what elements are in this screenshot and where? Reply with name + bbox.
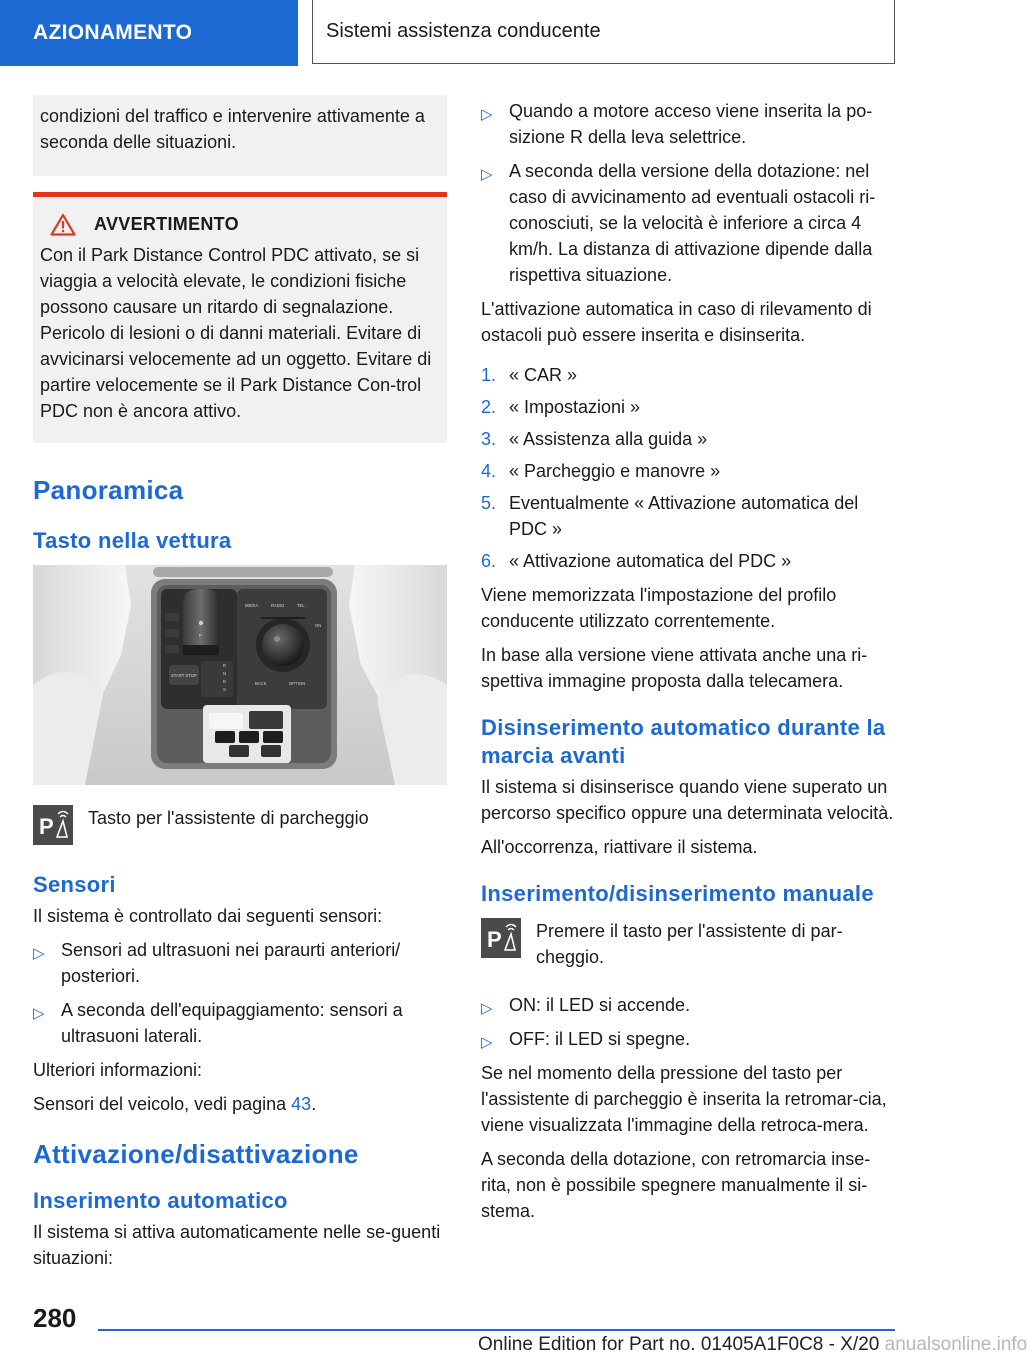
header-section-tab [0, 0, 298, 66]
on-off-list [481, 992, 895, 1052]
retro-text: Se nel momento della pressione del tasto per l'assistente di parcheggio è inserita la retromar-cia, viene visualizzata l'immagine della retroca-mera. [481, 1063, 887, 1135]
warning-box [33, 192, 447, 443]
auto-activation-list [481, 98, 895, 288]
memo-text: Viene memorizzata l'impostazione del profilo conducente utilizzato correntemente. [481, 585, 837, 631]
list-item: ▷ A seconda dell'equipaggiamento: sensori a ultrasuoni laterali. [33, 1000, 403, 1046]
list-marker-icon: ▷ [481, 106, 493, 123]
list-marker-icon: ▷ [481, 1034, 493, 1051]
photo-label-tel: TEL [297, 603, 305, 608]
photo-label-r: R [223, 663, 227, 668]
park-distance-control-icon [481, 918, 521, 958]
step-item: 3. « Assistenza alla guida » [481, 429, 708, 449]
footer-edition: Online Edition for Part no. 01405A1F0C8 - X/20 anualsonline.info [478, 1334, 1027, 1355]
warning-triangle-icon [50, 213, 76, 236]
disinserimento-text: Il sistema si disinserisce quando viene superato un percorso specifico oppure una determinata velocità. [481, 777, 894, 823]
page-number: 280 [33, 1303, 77, 1333]
continued-note-box [33, 95, 447, 176]
photo-label-option: OPTION [289, 681, 306, 686]
heading-panoramica: Panoramica [33, 475, 184, 505]
footer-divider [98, 1329, 895, 1331]
photo-label-media: MEDIA [245, 603, 259, 608]
page-reference-link[interactable]: 43 [291, 1094, 312, 1114]
step-item: 2. « Impostazioni » [481, 397, 641, 417]
list-marker-icon: ▷ [33, 1005, 45, 1022]
heading-inserimento-automatico: Inserimento automatico [33, 1188, 288, 1213]
photo-label-d: D [223, 679, 227, 684]
list-item: ▷ ON: il LED si accende. [481, 992, 895, 1018]
photo-label-n: N [223, 671, 227, 676]
manual-button-caption-text: Premere il tasto per l'assistente di par-cheggio. [536, 921, 843, 967]
section-title: AZIONAMENTO [33, 21, 193, 44]
auto-activation-note: L'attivazione automatica in caso di rilevamento di ostacoli può essere inserita e disinserita. [481, 299, 872, 345]
heading-attivazione: Attivazione/disattivazione [33, 1139, 359, 1169]
pdc-button-caption [33, 805, 447, 845]
photo-label-start-stop: START STOP [171, 673, 197, 678]
heading-disinserimento: Disinserimento automatico durante la marcia avanti [481, 715, 886, 768]
sensori-reference: Sensori del veicolo, vedi pagina 43. [33, 1094, 317, 1114]
warning-heading [40, 212, 440, 236]
list-item: ▷ A seconda della versione della dotazione: nel caso di avvicinamento ad eventuali ostacoli ri-conosciuti, se la velocità è inferiore a circa 4 km/h. La distanza di attivazione dipende dalla rispettiva situazione. [481, 161, 876, 285]
header-chapter [312, 0, 895, 64]
right-column [481, 98, 895, 1232]
dotazione-text: A seconda della dotazione, con retromarcia inse-rita, non è possibile spegnere manualmente il si-stema. [481, 1149, 871, 1221]
list-item: ▷ OFF: il LED si spegne. [481, 1026, 895, 1052]
photo-label-on: ON [315, 623, 322, 628]
list-item: ▷ Sensori ad ultrasuoni nei paraurti anteriori/ posteriori. [33, 940, 401, 986]
photo-label-p: P [199, 633, 202, 638]
sensori-list [33, 937, 447, 1049]
photo-label-s: S [223, 687, 226, 692]
step-item: 4. « Parcheggio e manovre » [481, 461, 721, 481]
riattivare-text: All'occorrenza, riattivare il sistema. [481, 837, 758, 857]
continued-note-text: condizioni del traffico e intervenire attivamente a seconda delle situazioni. [40, 106, 425, 152]
chapter-title: Sistemi assistenza conducente [326, 20, 601, 42]
step-item: 6. « Attivazione automatica del PDC » [481, 551, 792, 571]
list-item: ▷ Quando a motore acceso viene inserita la po-sizione R della leva selettrice. [481, 101, 873, 147]
photo-label-back: BACK [255, 681, 267, 686]
list-marker-icon: ▷ [481, 1000, 493, 1017]
camera-text: In base alla versione viene attivata anche una ri-spettiva immagine proposta dalla telecamera. [481, 645, 868, 691]
warning-title: AVVERTIMENTO [94, 213, 239, 234]
heading-sensori: Sensori [33, 872, 116, 897]
step-item: 5. Eventualmente « Attivazione automatica del PDC » [481, 493, 859, 539]
pdc-button-caption-text: Tasto per l'assistente di parcheggio [88, 808, 369, 828]
watermark-text: anualsonline.info [884, 1334, 1027, 1355]
photo-label-radio: RADIO [271, 603, 285, 608]
heading-manuale: Inserimento/disinserimento manuale [481, 881, 874, 906]
step-item: 1. « CAR » [481, 365, 578, 385]
settings-steps [481, 362, 895, 574]
left-column [33, 95, 447, 1279]
list-marker-icon: ▷ [33, 945, 45, 962]
svg-text:P: P [39, 814, 54, 839]
list-marker-icon: ▷ [481, 166, 493, 183]
ulteriori-informazioni: Ulteriori informazioni: [33, 1060, 203, 1080]
center-console-photo [33, 565, 447, 785]
svg-text:P: P [487, 927, 502, 952]
manual-button-caption [481, 918, 895, 970]
sensori-intro: Il sistema è controllato dai seguenti sensori: [33, 906, 383, 926]
inserimento-text: Il sistema si attiva automaticamente nelle se-guenti situazioni: [33, 1222, 441, 1268]
heading-tasto-nella-vettura: Tasto nella vettura [33, 528, 232, 553]
warning-text: Con il Park Distance Control PDC attivato, se si viaggia a velocità elevate, le condizioni fisiche possono causare un ritardo di segnalazione. Pericolo di lesioni o di danni materiali. Evitare di avvicinarsi velocemente ad un oggetto. Evitare di partire velocemente se il Park Distance Con-trol PDC non è ancora attivo. [40, 245, 432, 421]
park-distance-control-icon [33, 805, 73, 845]
